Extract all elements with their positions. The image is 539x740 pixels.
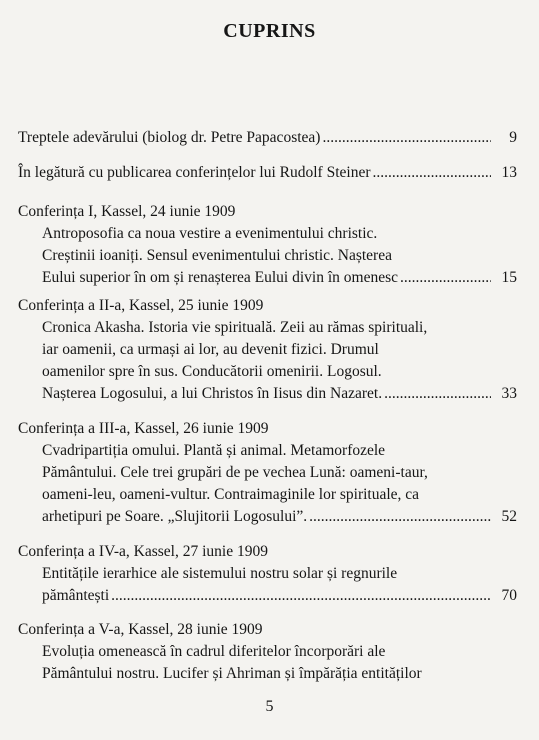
toc-entry-page: 52 bbox=[501, 508, 517, 525]
description-line: Antroposofia ca noua vestire a evenimentului christic. bbox=[42, 225, 378, 242]
description-line: Pământului. Cele trei grupări de pe vechea Lună: oameni-taur, bbox=[42, 464, 428, 481]
description-line: Entitățile ierarhice ale sistemului nostru solar și regnurile bbox=[42, 565, 398, 582]
toc-entry bbox=[18, 162, 517, 184]
toc-lecture bbox=[18, 295, 517, 405]
description-line: oamenilor spre în sus. Conducătorii omenirii. Logosul. bbox=[42, 363, 382, 380]
lecture-heading: Conferința a V-a, Kassel, 28 iunie 1909 bbox=[18, 621, 263, 638]
description-line: iar oamenii, ca urmași ai lor, au devenit fizici. Drumul bbox=[42, 341, 379, 358]
toc-lecture bbox=[18, 619, 517, 685]
dot-leader bbox=[373, 162, 492, 184]
description-line: oameni-leu, oameni-vultur. Contraimaginile lor spirituale, ca bbox=[42, 486, 420, 503]
description-line: Evoluția omenească în cadrul diferitelor încorporări ale bbox=[42, 643, 386, 660]
dot-leader bbox=[384, 383, 491, 405]
dot-leader bbox=[111, 585, 491, 607]
toc-entry-title: Treptele adevărului (biolog dr. Petre Papacostea) bbox=[18, 129, 321, 146]
toc-entry bbox=[18, 127, 517, 149]
toc-entry-page: 9 bbox=[509, 129, 517, 146]
description-line: Cvadripartiția omului. Plantă și animal. Metamorfozele bbox=[42, 442, 386, 459]
page-title: CUPRINS bbox=[223, 20, 316, 42]
lecture-description bbox=[42, 223, 517, 289]
lecture-heading: Conferința a III-a, Kassel, 26 iunie 1909 bbox=[18, 420, 269, 437]
toc-lecture bbox=[18, 541, 517, 607]
toc-lecture bbox=[18, 418, 517, 528]
toc-entry-page: 33 bbox=[501, 385, 517, 402]
description-line: Cronica Akasha. Istoria vie spirituală. Zeii au rămas spirituali, bbox=[42, 319, 428, 336]
toc-lecture bbox=[18, 201, 517, 289]
description-line: arhetipuri pe Soare. „Slujitorii Logosului”. bbox=[42, 508, 308, 525]
lecture-heading: Conferința a II-a, Kassel, 25 iunie 1909 bbox=[18, 297, 264, 314]
toc-entry-page: 70 bbox=[501, 587, 517, 604]
description-line: Pământului nostru. Lucifer și Ahriman și împărăția entităților bbox=[42, 665, 422, 682]
lecture-description bbox=[42, 317, 517, 405]
toc-entry-page: 13 bbox=[501, 164, 517, 181]
description-line: Eului superior în om și renașterea Eului divin în omenesc bbox=[42, 269, 398, 286]
lecture-description bbox=[42, 563, 517, 607]
toc-entry-title: În legătură cu publicarea conferințelor lui Rudolf Steiner bbox=[18, 164, 371, 181]
description-line: Creștinii ioaniți. Sensul evenimentului christic. Nașterea bbox=[42, 247, 392, 264]
toc-entry-page: 15 bbox=[501, 269, 517, 286]
description-line: Nașterea Logosului, a lui Christos în Iisus din Nazaret. bbox=[42, 385, 383, 402]
lecture-description bbox=[42, 440, 517, 528]
dot-leader bbox=[309, 506, 491, 528]
lecture-heading: Conferința a IV-a, Kassel, 27 iunie 1909 bbox=[18, 543, 268, 560]
lecture-heading: Conferința I, Kassel, 24 iunie 1909 bbox=[18, 203, 236, 220]
page-number: 5 bbox=[265, 698, 274, 715]
description-line: pământești bbox=[42, 587, 110, 604]
dot-leader bbox=[322, 127, 491, 149]
dot-leader bbox=[400, 267, 491, 289]
lecture-description bbox=[42, 641, 517, 685]
